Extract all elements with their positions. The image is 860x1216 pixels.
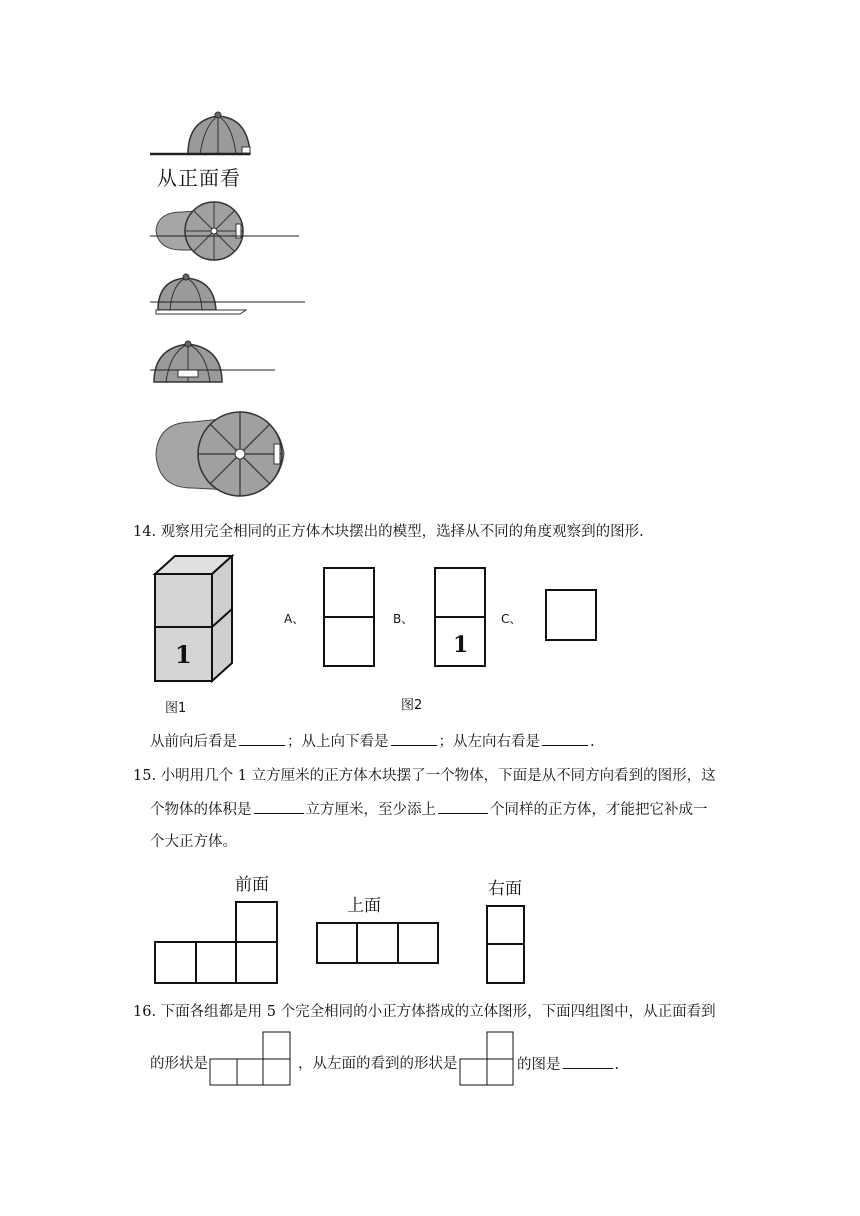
q15-front-label: 前面 bbox=[235, 875, 269, 895]
q14-answer-end: . bbox=[590, 734, 595, 750]
q15-line-3: 个大正方体。 bbox=[150, 834, 237, 850]
q16-text-2c-line bbox=[517, 1054, 619, 1075]
cap-top-view-option-1 bbox=[150, 200, 300, 260]
q16-blank-answer[interactable] bbox=[563, 1054, 613, 1069]
q15-text-2b: 立方厘米，至少添上 bbox=[305, 802, 436, 818]
q15-text-2a: 个物体的体积是 bbox=[150, 802, 252, 818]
q15-line-1 bbox=[133, 766, 716, 786]
q14-answer-line bbox=[150, 731, 595, 752]
q15-line-2 bbox=[150, 799, 708, 820]
q15-number: 15. bbox=[133, 768, 157, 784]
q14-option-c-label: C、 bbox=[501, 612, 522, 626]
q14-blank-front[interactable] bbox=[239, 731, 285, 746]
q14-text: 观察用完全相同的正方体木块摆出的模型，选择从不同的角度观察到的图形. bbox=[160, 524, 644, 540]
q15-text-2c: 个同样的正方体，才能把它补成一 bbox=[490, 802, 708, 818]
q14-question bbox=[133, 522, 644, 542]
q16-text-end: . bbox=[614, 1057, 620, 1073]
cap-top-view-large bbox=[152, 408, 292, 500]
q14-option-b-digit: 1 bbox=[453, 632, 469, 658]
front-view-label: 从正面看 bbox=[157, 166, 241, 190]
q14-option-c-figure bbox=[545, 589, 599, 643]
q15-right-view-figure bbox=[485, 904, 527, 986]
q15-top-view-figure bbox=[315, 921, 441, 965]
cap-side-view-option-2 bbox=[150, 272, 306, 318]
q14-blank-left[interactable] bbox=[542, 731, 588, 746]
q15-top-label: 上面 bbox=[347, 896, 381, 916]
q16-text-2b: ，从左面的看到的形状是 bbox=[298, 1056, 458, 1072]
q15-text-1: 小明用几个 1 立方厘米的正方体木块摆了一个物体，下面是从不同方向看到的图形，这 bbox=[160, 768, 716, 784]
q16-left-shape-figure bbox=[459, 1031, 517, 1087]
q15-front-view-figure bbox=[153, 900, 281, 986]
q14-option-b-label: B、 bbox=[393, 612, 414, 626]
q14-figure-2-caption: 图2 bbox=[401, 698, 423, 713]
q14-figure-1-caption: 图1 bbox=[165, 701, 187, 716]
q14-number: 14. bbox=[133, 524, 157, 540]
q15-blank-volume[interactable] bbox=[254, 799, 304, 814]
q16-text-2a: 的形状是 bbox=[150, 1056, 208, 1072]
q16-line-1 bbox=[133, 1002, 716, 1022]
cap-back-view-option-3 bbox=[150, 340, 276, 386]
q14-blank-top[interactable] bbox=[391, 731, 437, 746]
q14-answer-left: ；从左向右看是 bbox=[438, 734, 540, 750]
q14-answer-front: 从前向后看是 bbox=[150, 734, 237, 750]
q16-front-shape-figure bbox=[209, 1031, 293, 1087]
q14-figure-1-digit: 1 bbox=[175, 640, 192, 669]
q14-option-a-label: A、 bbox=[284, 612, 305, 626]
q16-text-2c: 的图是 bbox=[517, 1057, 561, 1073]
q14-answer-top: ；从上向下看是 bbox=[287, 734, 389, 750]
q14-figure-1-cubes bbox=[150, 554, 240, 688]
q16-text-1: 下面各组都是用 5 个完全相同的小正方体搭成的立体图形，下面四组图中，从正面看到 bbox=[160, 1004, 716, 1020]
q14-option-a-figure bbox=[323, 567, 377, 669]
q15-right-label: 右面 bbox=[488, 879, 522, 899]
q16-number: 16. bbox=[133, 1004, 157, 1020]
q15-blank-add-count[interactable] bbox=[438, 799, 488, 814]
cap-front-view-image bbox=[150, 110, 260, 160]
